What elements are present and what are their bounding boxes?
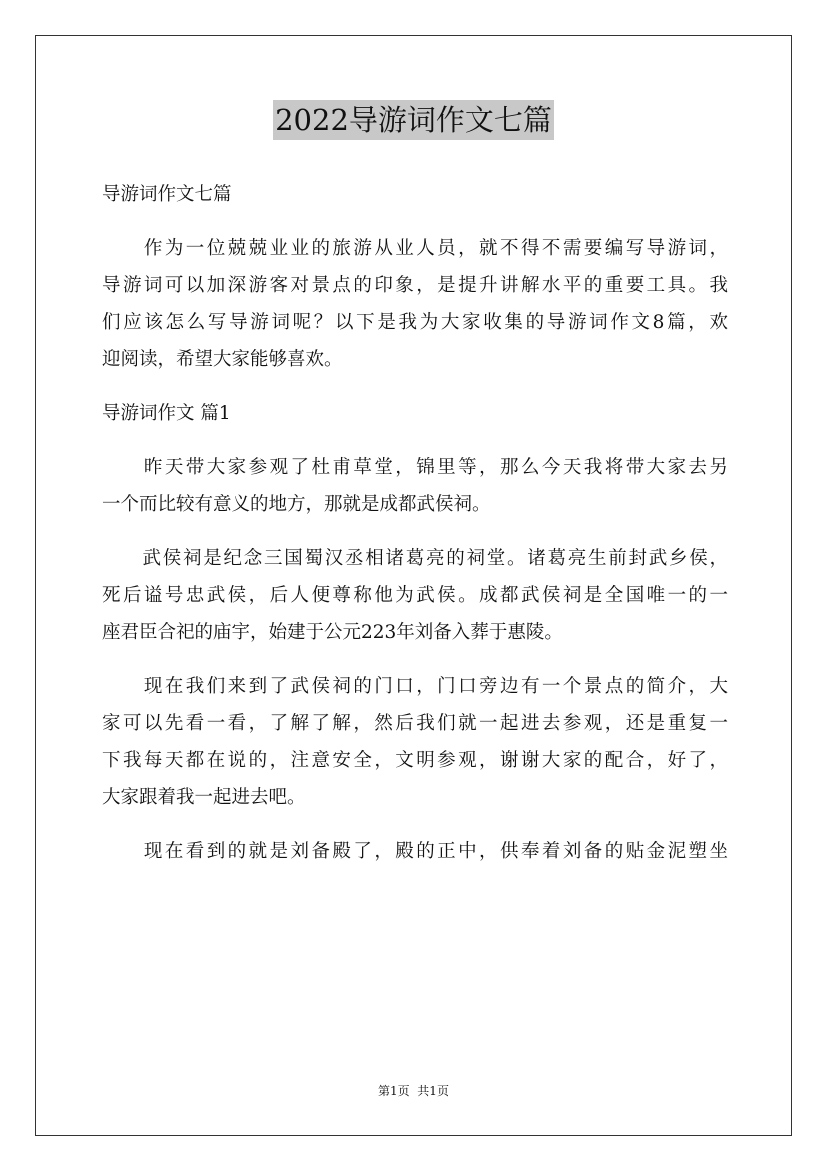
text-line: 们应该怎么写导游词呢？以下是我为大家收集的导游词作文8篇，欢: [102, 312, 728, 333]
text-line: 座君臣合祀的庙宇，始建于公元223年刘备入葬于惠陵。: [102, 622, 563, 643]
text-line: 下我每天都在说的，注意安全，文明参观，谢谢大家的配合，好了，: [102, 750, 728, 771]
text-line: 大家跟着我一起进去吧。: [102, 787, 306, 808]
title-container: [0, 100, 827, 140]
text-line: 家可以先看一看，了解了解，然后我们就一起进去参观，还是重复一: [102, 713, 728, 734]
text-line: 昨天带大家参观了杜甫草堂，锦里等，那么今天我将带大家去另: [102, 457, 728, 478]
text-line: 迎阅读，希望大家能够喜欢。: [102, 349, 343, 370]
text-line: 现在看到的就是刘备殿了，殿的正中，供奉着刘备的贴金泥塑坐: [102, 841, 728, 862]
paragraph-gap: [102, 213, 728, 230]
text-line: 导游词可以加深游客对景点的印象，是提升讲解水平的重要工具。我: [102, 275, 728, 296]
paragraph: [102, 449, 728, 523]
paragraph-gap: [102, 523, 728, 540]
paragraph: [102, 833, 728, 870]
text-line: 武侯祠是纪念三国蜀汉丞相诸葛亮的祠堂。诸葛亮生前封武乡侯，: [102, 548, 728, 569]
document-title: 2022导游词作文七篇: [273, 100, 554, 140]
text-line: 作为一位兢兢业业的旅游从业人员，就不得不需要编写导游词，: [102, 238, 728, 259]
paragraph: [102, 540, 728, 651]
paragraph: [102, 230, 728, 378]
paragraph: [102, 395, 728, 432]
page-number: 第1页 共1页: [378, 1084, 449, 1098]
page-footer: [0, 1083, 827, 1099]
paragraph-gap: [102, 816, 728, 833]
text-line: 一个而比较有意义的地方，那就是成都武侯祠。: [102, 494, 491, 515]
text-line: 导游词作文 篇1: [102, 403, 231, 424]
paragraph: [102, 668, 728, 816]
paragraph-gap: [102, 432, 728, 449]
document-body: [102, 176, 728, 870]
text-line: 死后谥号忠武侯，后人便尊称他为武侯。成都武侯祠是全国唯一的一: [102, 585, 728, 606]
text-line: 导游词作文七篇: [102, 184, 232, 205]
paragraph-gap: [102, 378, 728, 395]
paragraph-gap: [102, 651, 728, 668]
text-line: 现在我们来到了武侯祠的门口，门口旁边有一个景点的简介，大: [102, 676, 728, 697]
paragraph: [102, 176, 728, 213]
